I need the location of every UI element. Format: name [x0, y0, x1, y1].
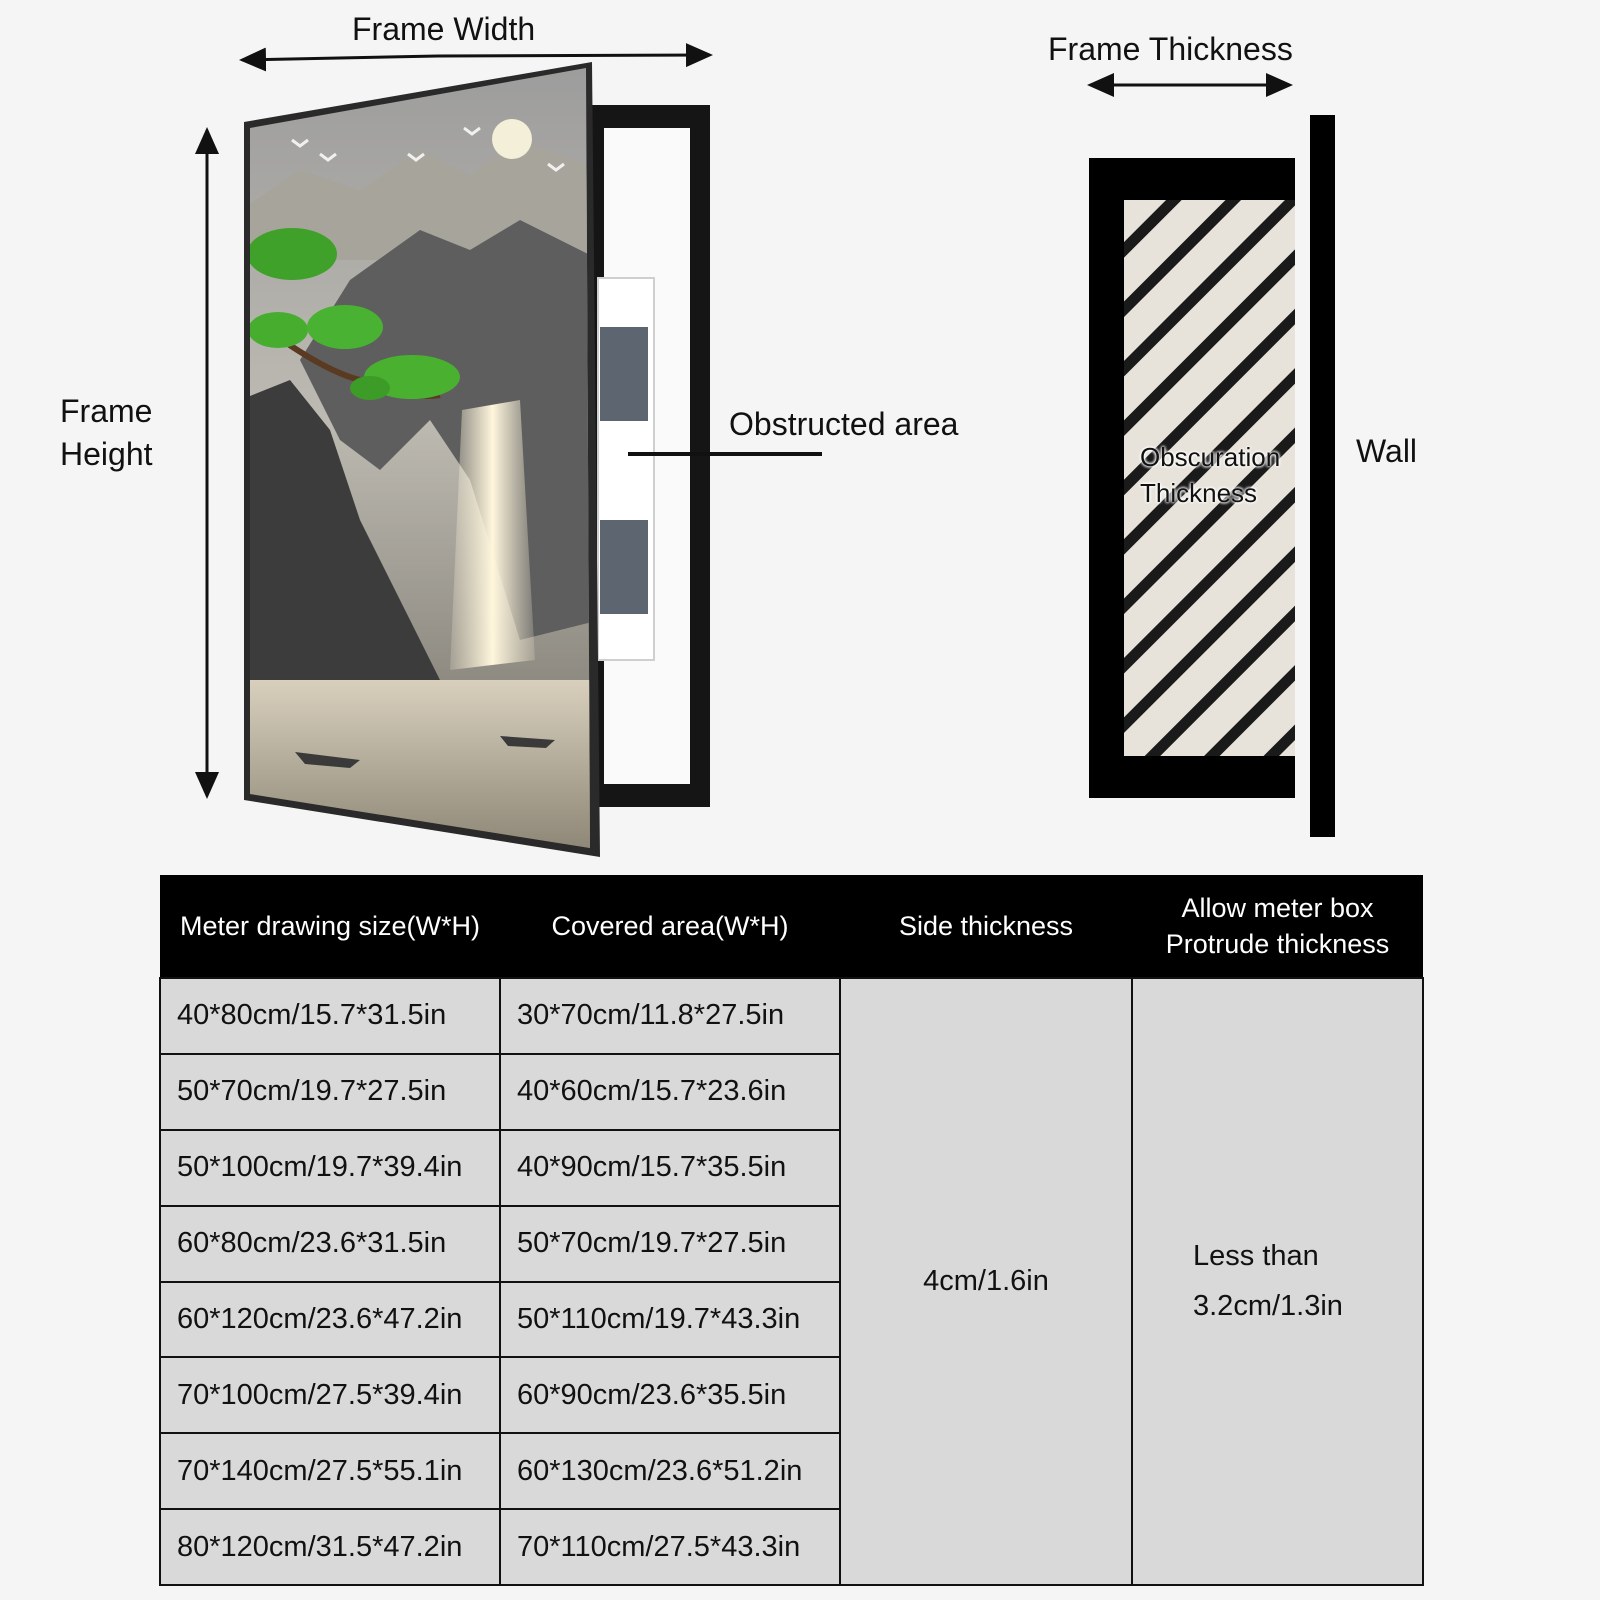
covered-area-cell: 70*110cm/27.5*43.3in: [500, 1509, 840, 1585]
protrude-line-2: 3.2cm/1.3in: [1193, 1289, 1343, 1322]
meter-size-cell: 40*80cm/15.7*31.5in: [160, 978, 500, 1054]
header-covered-area: Covered area(W*H): [500, 875, 840, 978]
meter-size-cell: 60*80cm/23.6*31.5in: [160, 1206, 500, 1282]
meter-size-cell: 70*100cm/27.5*39.4in: [160, 1357, 500, 1433]
frame-width-label: Frame Width: [352, 11, 536, 47]
frame-height-label: Frame Height: [60, 393, 153, 473]
meter-size-cell: 70*140cm/27.5*55.1in: [160, 1433, 500, 1509]
covered-area-cell: 40*90cm/15.7*35.5in: [500, 1130, 840, 1206]
header-meter-drawing-size: Meter drawing size(W*H): [160, 875, 500, 978]
painting-panel: [240, 60, 600, 860]
meter-size-cell: 50*100cm/19.7*39.4in: [160, 1130, 500, 1206]
size-spec-table: [159, 875, 1424, 1586]
protrude-thickness-cell: [1132, 978, 1423, 1585]
protrude-line-1: Less than: [1193, 1240, 1319, 1273]
obstructed-area-label: Obstructed area: [729, 406, 959, 442]
frame-width-arrow-right: [438, 55, 710, 56]
covered-area-cell: 60*130cm/23.6*51.2in: [500, 1433, 840, 1509]
side-thickness-cell: 4cm/1.6in: [840, 978, 1132, 1585]
covered-area-cell: 40*60cm/15.7*23.6in: [500, 1054, 840, 1130]
obscuration-thickness-label: Obscuration Thickness: [1140, 442, 1281, 508]
meter-size-cell: 60*120cm/23.6*47.2in: [160, 1282, 500, 1358]
wall-bar: [1310, 115, 1335, 837]
frame-width-arrow-left: [242, 56, 438, 60]
covered-area-cell: 50*70cm/19.7*27.5in: [500, 1206, 840, 1282]
covered-area-cell: 50*110cm/19.7*43.3in: [500, 1282, 840, 1358]
covered-area-cell: 60*90cm/23.6*35.5in: [500, 1357, 840, 1433]
meter-size-cell: 80*120cm/31.5*47.2in: [160, 1509, 500, 1585]
table-row: [160, 978, 1423, 1054]
table-header-row: [160, 875, 1423, 978]
header-protrude-thickness: Allow meter box Protrude thickness: [1132, 875, 1423, 978]
wall-label: Wall: [1356, 433, 1418, 469]
header-side-thickness: Side thickness: [840, 875, 1132, 978]
covered-area-cell: 30*70cm/11.8*27.5in: [500, 978, 840, 1054]
frame-thickness-label: Frame Thickness: [1048, 31, 1293, 67]
meter-size-cell: 50*70cm/19.7*27.5in: [160, 1054, 500, 1130]
